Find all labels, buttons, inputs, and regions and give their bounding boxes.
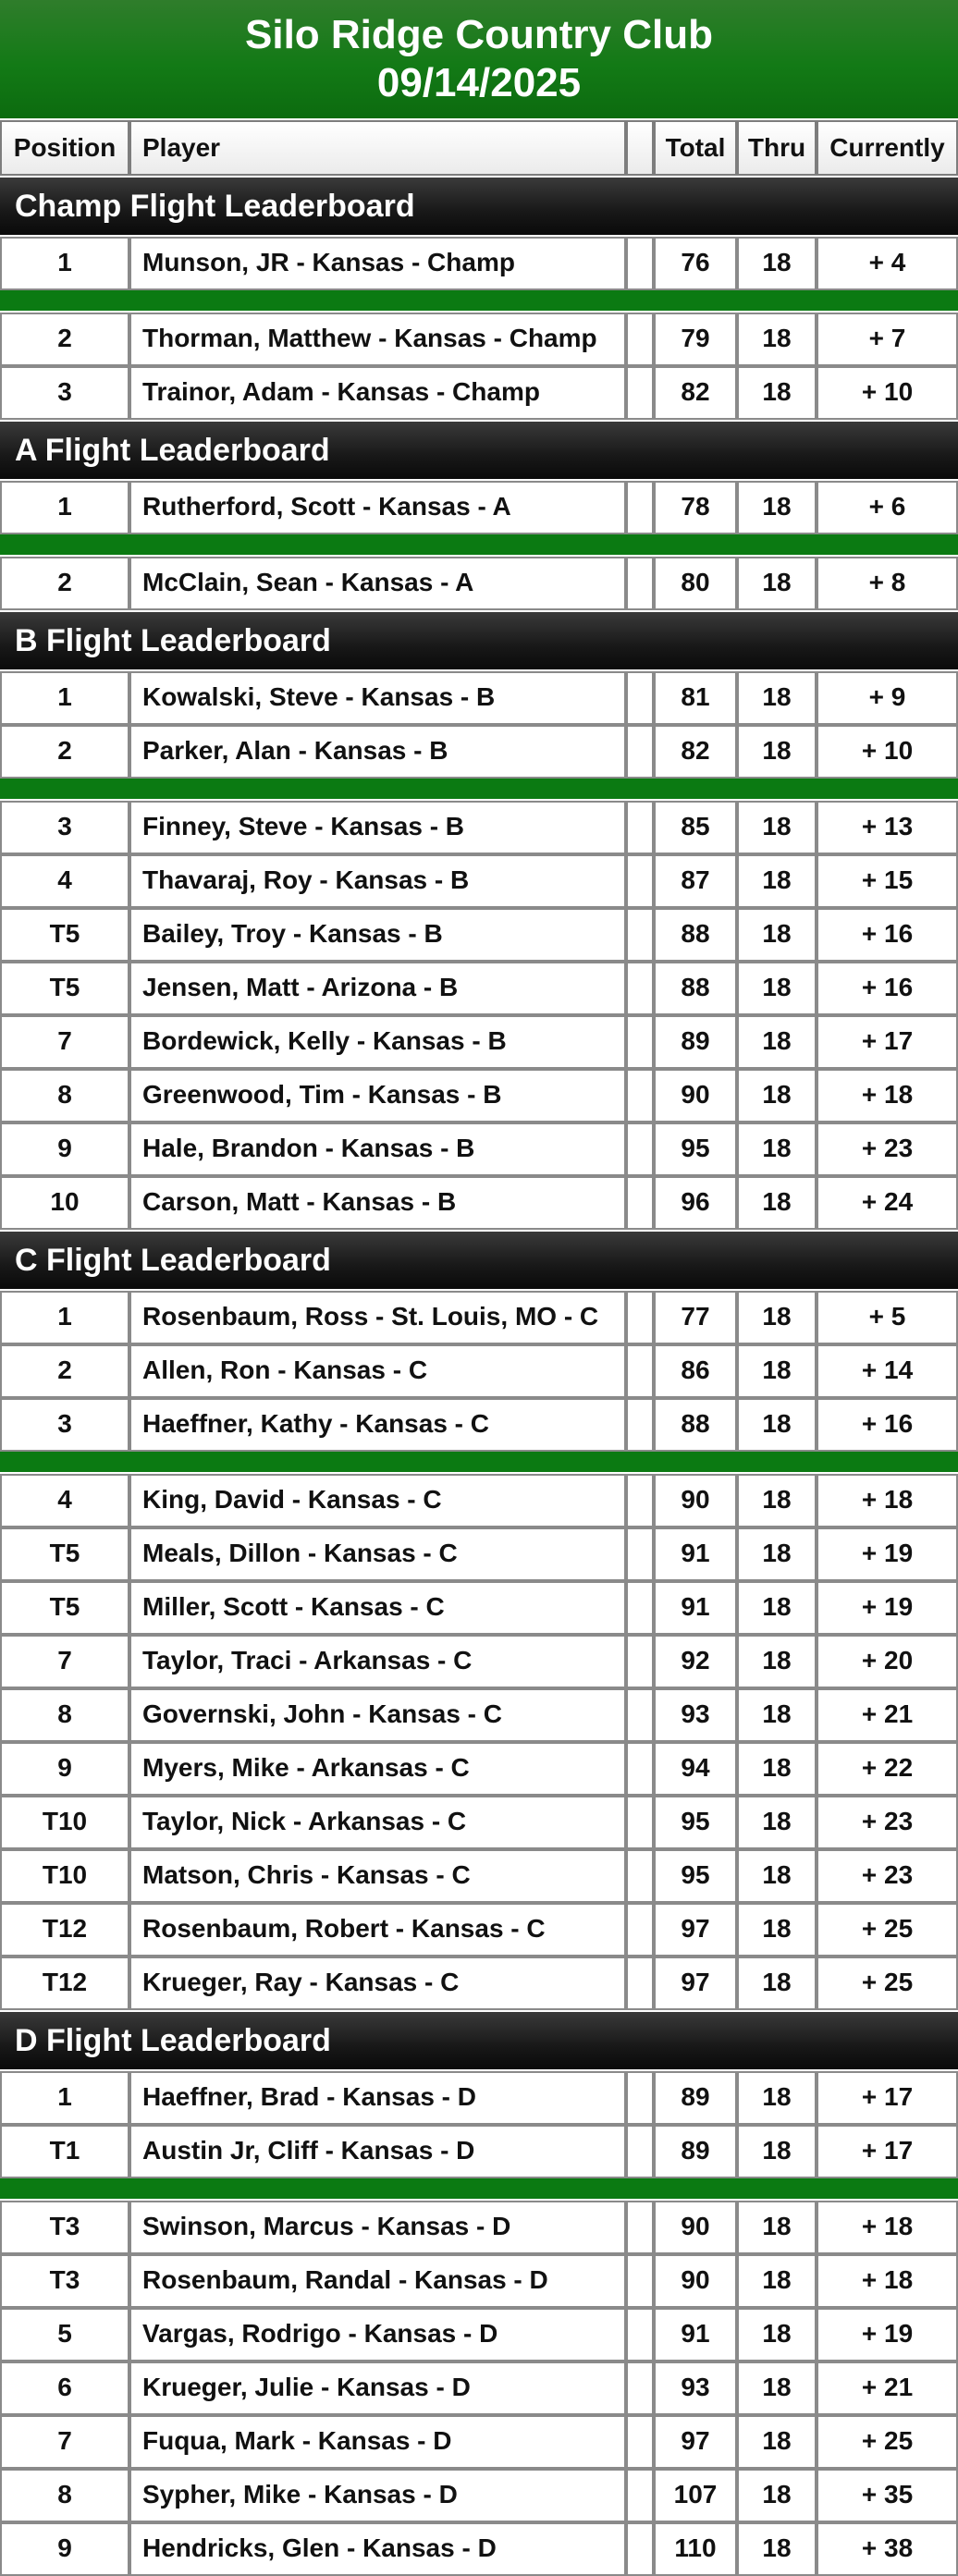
player-cell: Rutherford, Scott - Kansas - A [129,481,626,534]
position-cell: 4 [0,1474,129,1527]
currently-cell: + 9 [817,671,958,725]
spacer-cell [626,481,654,534]
leaderboard-header [0,0,958,118]
spacer-cell [626,1122,654,1176]
event-date: 09/14/2025 [376,60,582,105]
currently-cell: + 15 [817,854,958,908]
player-cell: Bailey, Troy - Kansas - B [129,908,626,962]
position-cell: T5 [0,1527,129,1581]
thru-cell: 18 [737,2071,817,2125]
player-cell: Rosenbaum, Robert - Kansas - C [129,1903,626,1957]
currently-cell: + 17 [817,2125,958,2178]
total-cell: 90 [654,2201,737,2254]
position-cell: T12 [0,1903,129,1957]
player-cell: Haeffner, Kathy - Kansas - C [129,1398,626,1452]
thru-cell: 18 [737,1344,817,1398]
total-cell: 77 [654,1291,737,1344]
position-cell: 7 [0,1635,129,1688]
flight-title: A Flight Leaderboard [0,422,958,479]
player-cell: Thavaraj, Roy - Kansas - B [129,854,626,908]
position-cell: 9 [0,2522,129,2576]
currently-cell: + 35 [817,2469,958,2522]
total-cell: 89 [654,1015,737,1069]
player-cell: Governski, John - Kansas - C [129,1688,626,1742]
currently-cell: + 19 [817,2308,958,2361]
spacer-cell [626,1344,654,1398]
thru-cell: 18 [737,1581,817,1635]
position-cell: 5 [0,2308,129,2361]
player-cell: Rosenbaum, Ross - St. Louis, MO - C [129,1291,626,1344]
total-cell: 95 [654,1122,737,1176]
currently-cell: + 20 [817,1635,958,1688]
total-cell: 76 [654,237,737,290]
player-cell: Vargas, Rodrigo - Kansas - D [129,2308,626,2361]
player-cell: Jensen, Matt - Arizona - B [129,962,626,1015]
thru-cell: 18 [737,1069,817,1122]
position-cell: 8 [0,1069,129,1122]
column-header-spacer [626,120,654,176]
thru-cell: 18 [737,2522,817,2576]
spacer-cell [626,2071,654,2125]
flight-title: B Flight Leaderboard [0,612,958,669]
player-cell: Swinson, Marcus - Kansas - D [129,2201,626,2254]
total-cell: 91 [654,2308,737,2361]
total-cell: 89 [654,2071,737,2125]
thru-cell: 18 [737,1688,817,1742]
thru-cell: 18 [737,1742,817,1796]
spacer-cell [626,1474,654,1527]
player-cell: McClain, Sean - Kansas - A [129,557,626,610]
thru-cell: 18 [737,1849,817,1903]
position-cell: 7 [0,2415,129,2469]
thru-cell: 18 [737,2415,817,2469]
player-cell: Taylor, Traci - Arkansas - C [129,1635,626,1688]
cut-line [0,1452,958,1472]
thru-cell: 18 [737,237,817,290]
club-name: Silo Ridge Country Club [245,12,713,57]
thru-cell: 18 [737,1176,817,1230]
currently-cell: + 8 [817,557,958,610]
thru-cell: 18 [737,2361,817,2415]
cut-line [0,534,958,555]
total-cell: 85 [654,801,737,854]
position-cell: 1 [0,1291,129,1344]
total-cell: 81 [654,671,737,725]
currently-cell: + 5 [817,1291,958,1344]
spacer-cell [626,854,654,908]
position-cell: 2 [0,1344,129,1398]
currently-cell: + 7 [817,313,958,366]
thru-cell: 18 [737,2254,817,2308]
currently-cell: + 25 [817,1957,958,2010]
position-cell: 4 [0,854,129,908]
flight-title: C Flight Leaderboard [0,1232,958,1289]
currently-cell: + 38 [817,2522,958,2576]
total-cell: 97 [654,2415,737,2469]
thru-cell: 18 [737,2308,817,2361]
player-cell: Munson, JR - Kansas - Champ [129,237,626,290]
spacer-cell [626,1957,654,2010]
total-cell: 107 [654,2469,737,2522]
total-cell: 93 [654,2361,737,2415]
thru-cell: 18 [737,1291,817,1344]
currently-cell: + 10 [817,366,958,420]
spacer-cell [626,1688,654,1742]
currently-cell: + 17 [817,1015,958,1069]
column-header-position: Position [0,120,129,176]
player-cell: Bordewick, Kelly - Kansas - B [129,1015,626,1069]
currently-cell: + 14 [817,1344,958,1398]
position-cell: 1 [0,237,129,290]
spacer-cell [626,237,654,290]
spacer-cell [626,1069,654,1122]
position-cell: 3 [0,801,129,854]
spacer-cell [626,671,654,725]
position-cell: 7 [0,1015,129,1069]
thru-cell: 18 [737,2201,817,2254]
currently-cell: + 16 [817,1398,958,1452]
position-cell: 3 [0,1398,129,1452]
position-cell: T10 [0,1849,129,1903]
thru-cell: 18 [737,1527,817,1581]
spacer-cell [626,908,654,962]
currently-cell: + 4 [817,237,958,290]
spacer-cell [626,725,654,779]
spacer-cell [626,1635,654,1688]
player-cell: Rosenbaum, Randal - Kansas - D [129,2254,626,2308]
total-cell: 97 [654,1903,737,1957]
total-cell: 79 [654,313,737,366]
total-cell: 87 [654,854,737,908]
cut-line [0,290,958,311]
player-cell: Parker, Alan - Kansas - B [129,725,626,779]
spacer-cell [626,962,654,1015]
position-cell: 2 [0,725,129,779]
currently-cell: + 13 [817,801,958,854]
position-cell: T12 [0,1957,129,2010]
currently-cell: + 23 [817,1122,958,1176]
currently-cell: + 16 [817,908,958,962]
player-cell: Myers, Mike - Arkansas - C [129,1742,626,1796]
player-cell: Hale, Brandon - Kansas - B [129,1122,626,1176]
currently-cell: + 23 [817,1796,958,1849]
position-cell: 2 [0,557,129,610]
player-cell: Krueger, Julie - Kansas - D [129,2361,626,2415]
spacer-cell [626,1581,654,1635]
total-cell: 80 [654,557,737,610]
total-cell: 82 [654,725,737,779]
currently-cell: + 25 [817,2415,958,2469]
player-cell: Austin Jr, Cliff - Kansas - D [129,2125,626,2178]
position-cell: 1 [0,671,129,725]
total-cell: 91 [654,1527,737,1581]
position-cell: 9 [0,1122,129,1176]
player-cell: Matson, Chris - Kansas - C [129,1849,626,1903]
spacer-cell [626,801,654,854]
thru-cell: 18 [737,1122,817,1176]
player-cell: Thorman, Matthew - Kansas - Champ [129,313,626,366]
thru-cell: 18 [737,1015,817,1069]
position-cell: 1 [0,481,129,534]
currently-cell: + 24 [817,1176,958,1230]
currently-cell: + 16 [817,962,958,1015]
spacer-cell [626,2308,654,2361]
spacer-cell [626,1176,654,1230]
position-cell: T1 [0,2125,129,2178]
total-cell: 90 [654,2254,737,2308]
spacer-cell [626,2469,654,2522]
currently-cell: + 6 [817,481,958,534]
position-cell: T10 [0,1796,129,1849]
thru-cell: 18 [737,1957,817,2010]
thru-cell: 18 [737,725,817,779]
player-cell: Haeffner, Brad - Kansas - D [129,2071,626,2125]
spacer-cell [626,1903,654,1957]
total-cell: 92 [654,1635,737,1688]
column-header-thru: Thru [737,120,817,176]
player-cell: Taylor, Nick - Arkansas - C [129,1796,626,1849]
spacer-cell [626,2254,654,2308]
total-cell: 94 [654,1742,737,1796]
position-cell: T5 [0,1581,129,1635]
position-cell: T5 [0,908,129,962]
spacer-cell [626,313,654,366]
total-cell: 82 [654,366,737,420]
position-cell: 9 [0,1742,129,1796]
spacer-cell [626,1291,654,1344]
column-header-total: Total [654,120,737,176]
player-cell: Trainor, Adam - Kansas - Champ [129,366,626,420]
spacer-cell [626,1527,654,1581]
spacer-cell [626,1796,654,1849]
player-cell: Fuqua, Mark - Kansas - D [129,2415,626,2469]
total-cell: 91 [654,1581,737,1635]
flight-title: Champ Flight Leaderboard [0,178,958,235]
player-cell: Meals, Dillon - Kansas - C [129,1527,626,1581]
currently-cell: + 18 [817,1474,958,1527]
currently-cell: + 22 [817,1742,958,1796]
player-cell: Carson, Matt - Kansas - B [129,1176,626,1230]
currently-cell: + 17 [817,2071,958,2125]
player-cell: King, David - Kansas - C [129,1474,626,1527]
spacer-cell [626,557,654,610]
thru-cell: 18 [737,1398,817,1452]
position-cell: 1 [0,2071,129,2125]
thru-cell: 18 [737,801,817,854]
currently-cell: + 19 [817,1527,958,1581]
total-cell: 78 [654,481,737,534]
currently-cell: + 23 [817,1849,958,1903]
thru-cell: 18 [737,2469,817,2522]
position-cell: 8 [0,1688,129,1742]
position-cell: T5 [0,962,129,1015]
position-cell: 2 [0,313,129,366]
total-cell: 88 [654,1398,737,1452]
position-cell: 10 [0,1176,129,1230]
position-cell: 8 [0,2469,129,2522]
thru-cell: 18 [737,962,817,1015]
position-cell: 3 [0,366,129,420]
cut-line [0,779,958,799]
currently-cell: + 25 [817,1903,958,1957]
thru-cell: 18 [737,671,817,725]
thru-cell: 18 [737,2125,817,2178]
total-cell: 95 [654,1849,737,1903]
spacer-cell [626,366,654,420]
total-cell: 97 [654,1957,737,2010]
flight-title: D Flight Leaderboard [0,2012,958,2069]
player-cell: Miller, Scott - Kansas - C [129,1581,626,1635]
total-cell: 86 [654,1344,737,1398]
total-cell: 93 [654,1688,737,1742]
currently-cell: + 18 [817,2201,958,2254]
total-cell: 88 [654,908,737,962]
total-cell: 95 [654,1796,737,1849]
currently-cell: + 10 [817,725,958,779]
total-cell: 88 [654,962,737,1015]
total-cell: 89 [654,2125,737,2178]
column-header-currently: Currently [817,120,958,176]
thru-cell: 18 [737,1796,817,1849]
spacer-cell [626,2522,654,2576]
player-cell: Sypher, Mike - Kansas - D [129,2469,626,2522]
column-header-player: Player [129,120,626,176]
player-cell: Greenwood, Tim - Kansas - B [129,1069,626,1122]
spacer-cell [626,1398,654,1452]
total-cell: 110 [654,2522,737,2576]
player-cell: Hendricks, Glen - Kansas - D [129,2522,626,2576]
player-cell: Kowalski, Steve - Kansas - B [129,671,626,725]
thru-cell: 18 [737,908,817,962]
total-cell: 90 [654,1069,737,1122]
position-cell: T3 [0,2254,129,2308]
currently-cell: + 19 [817,1581,958,1635]
thru-cell: 18 [737,366,817,420]
player-cell: Finney, Steve - Kansas - B [129,801,626,854]
currently-cell: + 21 [817,1688,958,1742]
currently-cell: + 18 [817,2254,958,2308]
position-cell: T3 [0,2201,129,2254]
thru-cell: 18 [737,481,817,534]
spacer-cell [626,2201,654,2254]
currently-cell: + 21 [817,2361,958,2415]
spacer-cell [626,1742,654,1796]
thru-cell: 18 [737,1474,817,1527]
thru-cell: 18 [737,854,817,908]
total-cell: 90 [654,1474,737,1527]
position-cell: 6 [0,2361,129,2415]
spacer-cell [626,1849,654,1903]
spacer-cell [626,2361,654,2415]
player-cell: Allen, Ron - Kansas - C [129,1344,626,1398]
thru-cell: 18 [737,1903,817,1957]
thru-cell: 18 [737,313,817,366]
total-cell: 96 [654,1176,737,1230]
cut-line [0,2178,958,2199]
thru-cell: 18 [737,557,817,610]
spacer-cell [626,2415,654,2469]
spacer-cell [626,1015,654,1069]
player-cell: Krueger, Ray - Kansas - C [129,1957,626,2010]
spacer-cell [626,2125,654,2178]
currently-cell: + 18 [817,1069,958,1122]
thru-cell: 18 [737,1635,817,1688]
